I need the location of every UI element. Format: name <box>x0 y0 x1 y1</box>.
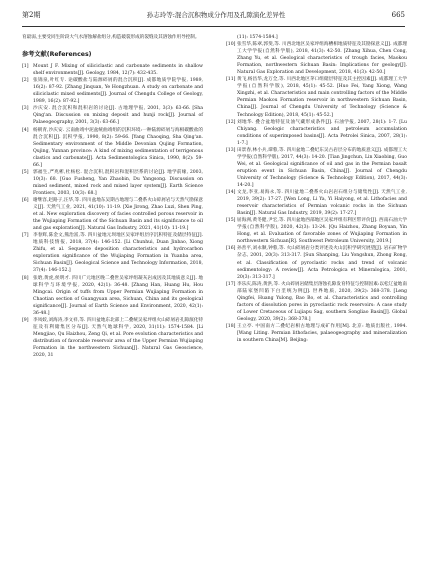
reference-text: 王立亭. 中国南方二叠纪岩相古地理与成矿作用[M]. 北京: 地质出版社, 1994. [Wang Liting. Permian lithofacies, palaeogeography and mineralization in southern China[M]. Beijing: <box>237 323 407 344</box>
running-title: 孙志玲等:混合沉积物成分作用及孔隙演化差异性 <box>146 11 286 19</box>
reference-item <box>22 127 203 169</box>
reference-number: [7] <box>22 233 29 239</box>
reference-number: [18] <box>226 323 236 329</box>
reference-item <box>22 63 203 77</box>
reference-text: 李春辉,陈金文,熊治富,等. 四川盆地元坝地区吴家坪组层序沉积特征及储层特征[J]. 地质科技情报, 2018, 37(4): 146-152. [Li Chunhui, Duan Jinbao, Xiong Zhifu, et al. Sequence deposition characteristics and hydrocarbon exploration significance of the Wujiaping Formation in Yuanba area, Sichuan Basin[J]. Geological Science and Technology Information, 2018, 37(4): 146-152.] <box>33 233 203 274</box>
reference-item <box>22 105 203 126</box>
reference-text: 李凤姣,刘海涛,李文祥,等. 四川盆地东北部上二叠统吴家坪组火山碎屑岩孔隙演化特征及有利储集区分布[J]. 天然气地球科学, 2020, 31(11): 1574-1584. [Li Mengjiao, Qu Haizhou, Zeng Qi, et al. Pore evolution characteristics and distribution of favorable reservoir area of the Upper Permian Wujiaping Formation in the northwestern Sichuan[J]. Natural Gas Geoscience, 2020, 31 <box>33 317 203 359</box>
page-header <box>22 10 405 27</box>
reference-number: [16] <box>226 246 236 252</box>
reference-item <box>226 217 407 245</box>
reference-text: (11): 1574-1584.] <box>237 35 278 40</box>
reference-number: [11] <box>226 77 236 83</box>
reference-item <box>226 147 407 189</box>
reference-item <box>226 245 407 280</box>
left-column <box>22 34 203 359</box>
reference-text: Mount J F. Mixing of siliciclastic and carbonate sediments in shallow shelf environments[J]. Geology, 1984, 12(7): 432-435. <box>33 64 203 77</box>
reference-number: [1] <box>22 64 29 70</box>
reference-number: [9] <box>22 317 29 323</box>
reference-item <box>22 169 203 197</box>
reference-item <box>226 41 407 76</box>
reference-item <box>226 34 407 41</box>
reference-text: 郭福生,严兆彬,杜杨松. 混合沉积,混积岩和混积层系的讨论[J]. 地学前缘, 2003, 10(3): 68. [Guo Fusheng, Yan Zhaobin, Du Yangsong. Discussion on mixed sediment, mixed rock and mixed layer system[J]. Earth Science Frontiers, 2003, 10(3): 68.] <box>33 169 203 196</box>
reference-list <box>22 63 203 359</box>
reference-item <box>226 189 407 217</box>
reference-text: 张晗,黄虎,侯明才. 四川广元地区晚二叠世吴家坪组凝灰岩成因及其地质意义[J]. 地球科学与环境学报, 2020, 42(1): 36-48. [Zhang Han, Huang Hu, Hou Mingcai. Origin of tuffs from Upper Permian Wujiaping Formation in Chaotian section of Guangyuan area, Sichuan, China and its geological significance[J]. Journal of Earth Science and Environment, 2020, 42(1): 36-48.] <box>33 275 203 316</box>
reference-number: [12] <box>226 119 236 125</box>
reference-text: 张雪华,陈翠,郭斐,等. 川西北地区吴家坪组海槽相地质特征及其勘探意义[J]. 成都理工大学学报(自然科学版), 2018, 41(3): 42-50. [Zhang Xihua, Chen Cong, Zhang Yu, et al. Geological characteristics of trough facies, Maokou Formation, northwestern Sichuan Basin: Implications for geology[J]. Natural Gas Exploration and Development, 2018, 41(3): 42-50.] <box>237 42 407 76</box>
reference-number: [15] <box>226 218 236 224</box>
reference-number: [8] <box>22 275 29 281</box>
reference-item <box>22 197 203 232</box>
reference-item <box>226 119 407 147</box>
reference-text: 黄飞,杨昌华,龙万全,等. 川西北地区茅口组储层特征及其主控因素[J]. 成都理工大学学报(自然科学版), 2018, 45(1): 45-52. [Huo Fei, Yang Xiong, Wang Xingzhi, et al. Characteristics and main controlling factors of the Middle Permian Maokou Formation reservoir in northwestern Sichuan Basin, China[J]. Journal of Chengdu University of Technology (Science & Technology Edition), 2018, 45(1): 45-52.] <box>237 77 407 118</box>
reference-text: 文龙,李亚,易海永,等. 四川盆地二叠系火山岩岩石组分与储集性[J]. 天然气工业, 2019, 39(2): 17-27. [Wen Long, Li Ya, Yi Haiyong, et al. Lithofacies and reservoir characteristics of Permian volcanic rocks in the Sichuan Basin[J]. Natural Gas Industry, 2019, 39(2): 17-27.] <box>237 190 407 217</box>
reference-text: 李乐庆,陈涛,黄洪,等. 火山碎屑岩储集层溶蚀孔隙发育特征与控制因素:以松辽盆地南部陆家堡凹陷下白垩统为例[J]. 世界地质, 2020, 39(2): 368-378. [Leng Qingfei, Huang Yulong, Bao Bo, et al. Characteristics and controlling factors of dissolution pores in pyroclastic rock reservoirs: A case study of Lower Cretaceous of Lujiapu Sag, southern Songliao Basin[J]. Global Geology, 2020, 39(2): 368-378.] <box>237 281 407 322</box>
reference-text: 杨朝青,沙庆安. 云南曲靖中泥盆统曲靖组的沉积环境:一种陆源碎屑与海相碳酸盐的混合沉积[J]. 沉积学报, 1990, 8(2): 59-66. [Yang Chaoqing, Sha Qing'an. Sedimentary environment of the Middle Devonian Qujing Formation, Qujing, Yunnan province: A kind of mixing sedimentation of terrigenous clastics and carbonate[J]. Acta Sedimentologica Sinica, 1990, 8(2): 59-66.] <box>33 127 203 168</box>
right-column <box>226 34 407 344</box>
reference-number: [2] <box>22 78 29 84</box>
reference-list <box>226 34 407 344</box>
reference-number: [13] <box>226 147 236 153</box>
reference-text: 刘地华. 叠合盆地特征及油气藏形成条件[J]. 石油学报, 2007, 28(1): 1-7. [Lu Chiyang. Geologic characteristics and petroleum accumulation conditions of superimposed basins[J]. Acta Petrolei Sinica, 2007, 28(1): 1-7.] <box>237 119 407 146</box>
reference-text: 孙善平,刘永顺,钟蓉,等. 火山碎屑岩分类评述及火山沉积学研究展望[J]. 岩石矿物学杂志, 2001, 20(3): 313-317. [Sun Shanping, Liu Yongshun, Zhong Rong, et al. Classification of pyroclastic rocks and trend of volcanic sedimentology: A review[J]. Acta Petrologica et Mineralogica, 2001, 20(3): 313-317.] <box>237 246 407 280</box>
reference-item <box>22 275 203 317</box>
reference-item <box>226 323 407 344</box>
reference-text: 张锦泉,叶红专. 论碳酸盐与陆源碎屑的混合沉积[J]. 成都地质学院学报, 1989, 16(2): 87-92. [Zhang Jinquan, Ye Hongzhuan. A study on carbonate and siliciclastic mixed sediments[J]. Journal of Chengdu College of Geology, 1989, 16(2): 87-92.] <box>33 78 203 105</box>
reference-item <box>226 76 407 118</box>
issue-number: 第2期 <box>22 11 41 19</box>
reference-number: [14] <box>226 190 236 196</box>
page-number: 665 <box>391 11 405 19</box>
reference-text: 屈海洲,黄冬健,尹宏,等. 四川盆地西部地区吴家坪组有利区带评价[J]. 西南石油大学学报(自然科学版), 2020, 42(3): 13-24. [Qu Haizhou, Zhang Boyuan, Yin Hong, et al. Evaluation of favorable zones of Wujiaping Formation in northwestern Sichuan[R]. Southwest Petroleum University, 2019.] <box>237 218 407 245</box>
reference-item <box>22 77 203 105</box>
reference-text: 田景春,林小兵,谭蓉,等. 四川盆地二叠纪东吴古岩层分布的地质意义[J]. 成都理工大学学报(自然科学版), 2017, 44(3): 14-20. [Tian Jingchun, Lin Xiaobing, Guo Wei, et al. Geological significance of oil and gas in the Permian basalt eruption event in Sichuan Basin, China[J]. Journal of Chengdu University of Technology (Science & Technology Edition), 2017, 44(3): 14-20.] <box>237 147 407 188</box>
reference-item <box>226 281 407 323</box>
reference-number: [3] <box>22 106 29 112</box>
reference-number <box>226 34 237 41</box>
reference-text: 沙庆安. 混合沉积和混积岩的讨论[J]. 古地理学报, 2001, 3(3): 63-66. [Sha Qing'an. Discussion on mixing deposit and hunji rock[J]. Journal of Palaeogeography, 2001, 3(3): 63-66.] <box>33 106 203 126</box>
reference-number: [4] <box>22 127 29 133</box>
reference-number: [10] <box>226 42 236 48</box>
intro-paragraph: 育最弱,主要受同生阶段大气水溶蚀解盐组分,构造破裂形成的裂缝及其溶蚀作用导控制。 <box>22 35 200 40</box>
reference-number: [17] <box>226 281 236 287</box>
reference-number: [6] <box>22 197 29 203</box>
reference-text: 谢继容,赵路子,汪华,等. 四川盆地东吴期古地理与二叠系火山碎屑岩与天然气勘探意义[J]. 天然气工业, 2021, 41(10): 11-19. [Xie Jirong, Zhao Luzi, Shen Ping, et al. New exploration discovery of facies controlled porous reservoir in the Wujiaping Formation of the Sichuan Basin and its significance to oil and gas exploration[J]. Natural Gas Industry, 2021, 41(10): 11-19.] <box>33 197 203 232</box>
reference-item <box>22 317 203 359</box>
reference-number: [5] <box>22 169 29 175</box>
reference-item <box>22 232 203 274</box>
references-heading: 参考文献(References) <box>22 51 92 59</box>
